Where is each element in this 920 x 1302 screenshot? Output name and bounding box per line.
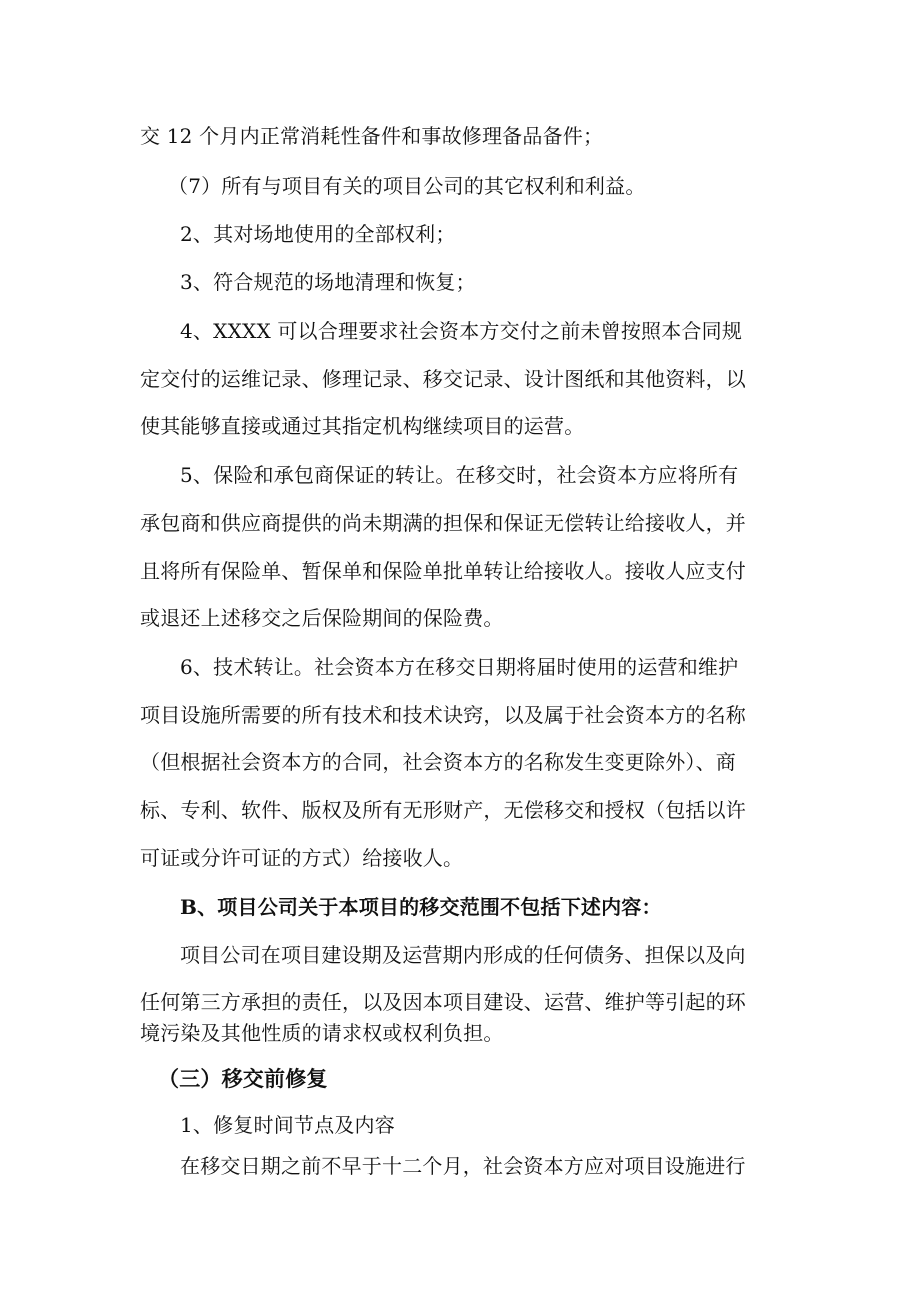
text-line: 3、符合规范的场地清理和恢复； <box>180 270 476 294</box>
text-line: 使其能够直接或通过其指定机构继续项目的运营。 <box>140 414 585 438</box>
text-line: 2、其对场地使用的全部权利； <box>180 222 456 246</box>
text-line: 标、专利、软件、版权及所有无形财产，无偿移交和授权（包括以许 <box>140 798 746 822</box>
text-line: 交 12 个月内正常消耗性备件和事故修理备品备件； <box>140 124 604 148</box>
text-line: 或退还上述移交之后保险期间的保险费。 <box>140 606 504 630</box>
text-line: 定交付的运维记录、修理记录、移交记录、设计图纸和其他资料，以 <box>140 367 746 391</box>
text-line: 6、技术转让。社会资本方在移交日期将届时使用的运营和维护 <box>180 655 739 679</box>
subsection-heading: 1、修复时间节点及内容 <box>180 1113 395 1137</box>
text-line: 可证或分许可证的方式）给接收人。 <box>140 846 464 870</box>
text-line: 4、XXXX 可以合理要求社会资本方交付之前未曾按照本合同规 <box>180 319 743 343</box>
text-line: 且将所有保险单、暂保单和保险单批单转让给接收人。接收人应支付 <box>140 559 746 583</box>
text-line: 在移交日期之前不早于十二个月，社会资本方应对项目设施进行 <box>180 1154 746 1178</box>
text-line: 境污染及其他性质的请求权或权利负担。 <box>140 1021 504 1045</box>
text-line: 项目公司在项目建设期及运营期内形成的任何债务、担保以及向 <box>180 943 746 967</box>
text-line: （7）所有与项目有关的项目公司的其它权利和利益。 <box>168 174 646 198</box>
text-line: 5、保险和承包商保证的转让。在移交时，社会资本方应将所有 <box>180 463 739 487</box>
section-b-heading: B、项目公司关于本项目的移交范围不包括下述内容： <box>180 895 662 919</box>
section-3-heading: （三）移交前修复 <box>158 1066 328 1091</box>
text-line: 项目设施所需要的所有技术和技术诀窍，以及属于社会资本方的名称 <box>140 703 746 727</box>
text-line: 任何第三方承担的责任，以及因本项目建设、运营、维护等引起的环 <box>140 990 746 1014</box>
text-line: 承包商和供应商提供的尚未期满的担保和保证无偿转让给接收人，并 <box>140 511 746 535</box>
text-line: （但根据社会资本方的合同，社会资本方的名称发生变更除外）、商 <box>140 750 736 774</box>
